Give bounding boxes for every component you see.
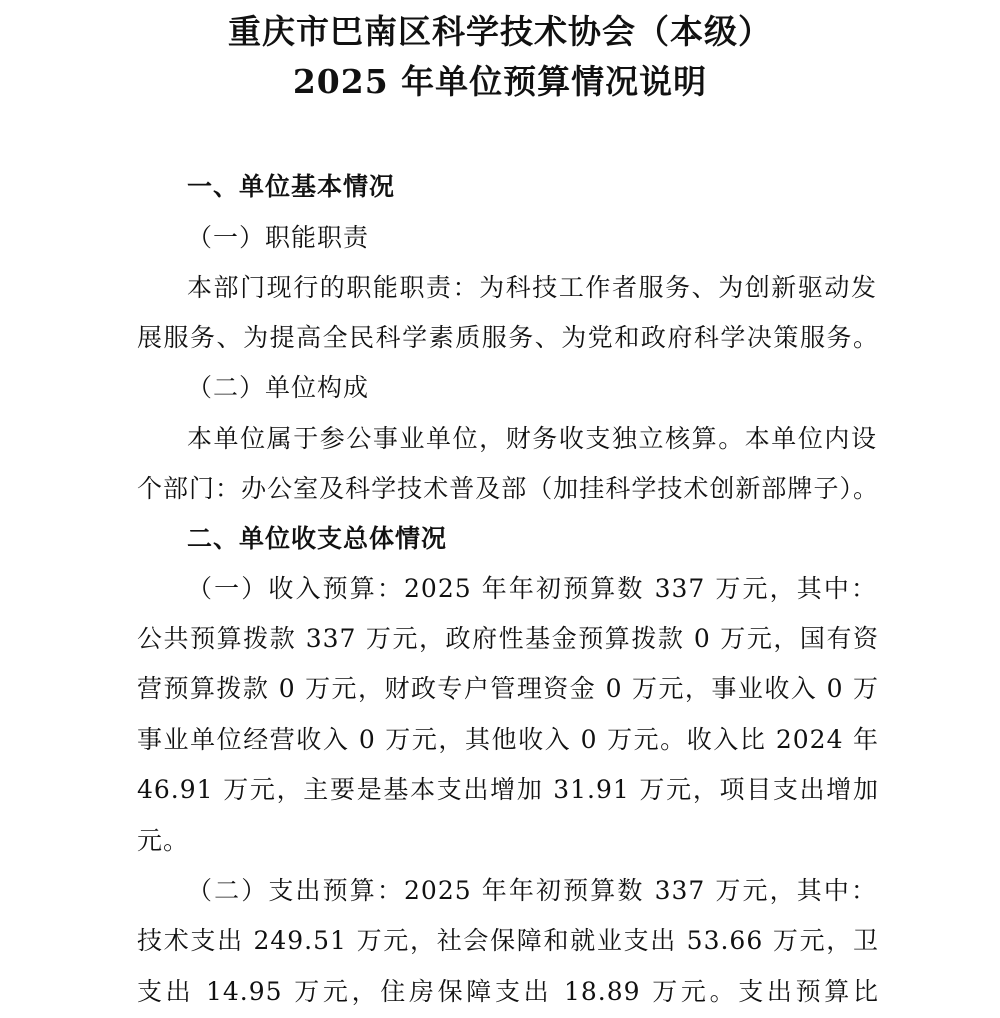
subsection-heading: （二）单位构成 (187, 373, 370, 402)
paragraph-line: 元。 (137, 826, 190, 855)
section-heading: 一、单位基本情况 (187, 172, 396, 201)
document-title-line-1: 重庆市巴南区科学技术协会（本级） (228, 12, 772, 51)
paragraph-line: 本部门现行的职能职责：为科技工作者服务、为创新驱动发 (187, 273, 877, 302)
subsection-heading: （一）职能职责 (187, 223, 370, 252)
paragraph-line: 事业单位经营收入 0 万元，其他收入 0 万元。收入比 2024 年 (137, 725, 879, 754)
paragraph-line: （二）支出预算：2025 年年初预算数 337 万元，其中： (187, 876, 877, 905)
paragraph-line: 公共预算拨款 337 万元，政府性基金预算拨款 0 万元，国有资 (137, 624, 879, 653)
paragraph-line: 展服务、为提高全民科学素质服务、为党和政府科学决策服务。 (137, 323, 879, 352)
document-title-line-2: 2025 年单位预算情况说明 (292, 62, 708, 101)
paragraph-line: 营预算拨款 0 万元，财政专户管理资金 0 万元，事业收入 0 万 (137, 674, 879, 703)
paragraph-line: （一）收入预算：2025 年年初预算数 337 万元，其中： (187, 574, 877, 603)
paragraph-line: 本单位属于参公事业单位，财务收支独立核算。本单位内设 (187, 424, 877, 453)
paragraph-line: 46.91 万元，主要是基本支出增加 31.91 万元，项目支出增加 (137, 775, 879, 804)
paragraph-line: 技术支出 249.51 万元，社会保障和就业支出 53.66 万元，卫 (137, 926, 879, 955)
paragraph-line: 支出 14.95 万元，住房保障支出 18.89 万元。支出预算比 (137, 977, 879, 1006)
section-heading: 二、单位收支总体情况 (187, 524, 448, 553)
paragraph-line: 个部门：办公室及科学技术普及部（加挂科学技术创新部牌子）。 (137, 474, 879, 503)
